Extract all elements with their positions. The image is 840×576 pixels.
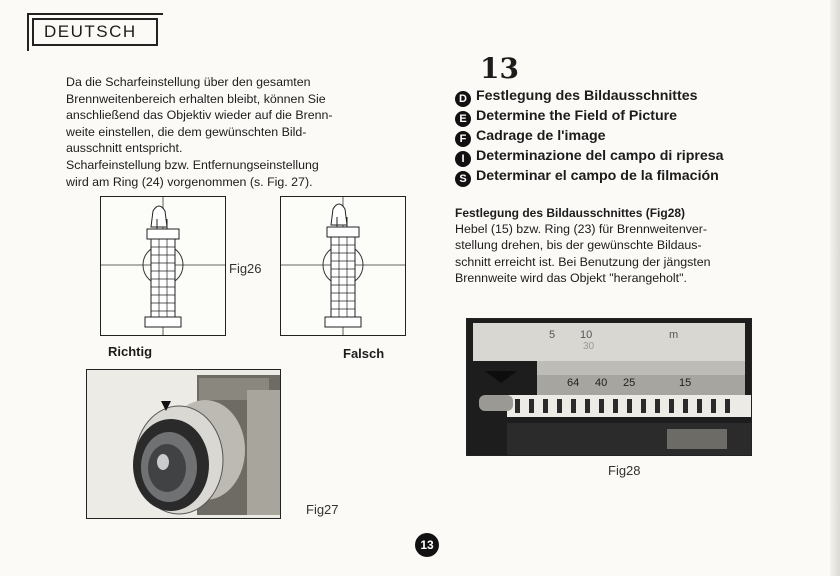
- language-badge: E: [455, 111, 471, 127]
- fig28-caption: Fig28: [608, 463, 641, 478]
- camera-illustration: [87, 370, 280, 518]
- title-text: Cadrage de l'image: [476, 128, 606, 144]
- title-french: [455, 127, 606, 146]
- correct-label: Richtig: [108, 344, 153, 359]
- language-badge: F: [455, 131, 471, 147]
- title-english: [455, 107, 677, 126]
- tower-illustration-wrong: [281, 197, 405, 335]
- focal-mark: 25: [623, 377, 636, 389]
- zoom-ring-photo: [466, 318, 752, 456]
- title-text: Determinar el campo de la filmación: [476, 168, 719, 184]
- focal-mark: 40: [595, 377, 608, 389]
- intro-paragraph: [66, 74, 406, 190]
- figure-wrong-frame: [280, 196, 406, 336]
- language-tab: DEUTSCH: [32, 18, 158, 46]
- scale-mark: 10: [580, 329, 593, 341]
- focal-mark: 15: [679, 377, 692, 389]
- title-text: Festlegung des Bildausschnittes: [476, 88, 698, 104]
- paragraph-line: ausschnitt entspricht.: [66, 141, 183, 156]
- language-badge: S: [455, 171, 471, 187]
- focal-mark: 64: [567, 377, 580, 389]
- title-italian: [455, 147, 724, 166]
- page-number-badge: 13: [415, 533, 439, 557]
- scale-mark: 30: [583, 341, 595, 352]
- section-heading: Festlegung des Bildausschnittes (Fig28): [455, 206, 686, 220]
- title-spanish: [455, 167, 719, 186]
- paragraph-line: schnitt erreicht ist. Bei Benutzung der jängsten: [455, 254, 711, 269]
- page-edge: [830, 0, 840, 576]
- paragraph-line: Da die Scharfeinstellung über den gesamten: [66, 75, 311, 89]
- page-number: 13: [480, 52, 519, 85]
- paragraph-line: weite einstellen, die dem gewünschten Bild-: [66, 124, 307, 139]
- fig26-caption: Fig26: [229, 261, 262, 276]
- scale-mark: 5: [549, 329, 556, 341]
- figure-correct-frame: [100, 196, 226, 336]
- paragraph-line: Hebel (15) bzw. Ring (23) für Brennweitenver-: [455, 222, 708, 236]
- camera-lens-photo: [86, 369, 281, 519]
- paragraph-line: Brennweitenbereich erhalten bleibt, können Sie: [66, 91, 326, 106]
- tower-illustration-correct: [101, 197, 225, 335]
- paragraph-line: stellung drehen, bis der gewünschte Bildaus-: [455, 238, 702, 253]
- title-text: Determinazione del campo di ripresa: [476, 148, 724, 164]
- wrong-label: Falsch: [343, 346, 385, 361]
- paragraph-line: anschließend das Objektiv wieder auf die Brenn-: [66, 108, 333, 123]
- language-badge: D: [455, 91, 471, 107]
- section-paragraph: [455, 221, 795, 287]
- paragraph-line: Brennweite wird das Objekt "herangeholt".: [455, 271, 687, 286]
- fig27-caption: Fig27: [306, 502, 339, 517]
- paragraph-line: Scharfeinstellung bzw. Entfernungseinstellung: [66, 157, 319, 172]
- paragraph-line: wird am Ring (24) vorgenommen (s. Fig. 27).: [66, 174, 313, 189]
- title-german: [455, 87, 698, 106]
- title-text: Determine the Field of Picture: [476, 108, 678, 124]
- scale-mark: m: [669, 329, 679, 341]
- language-badge: I: [455, 151, 471, 167]
- zoom-ring-illustration: [467, 319, 751, 455]
